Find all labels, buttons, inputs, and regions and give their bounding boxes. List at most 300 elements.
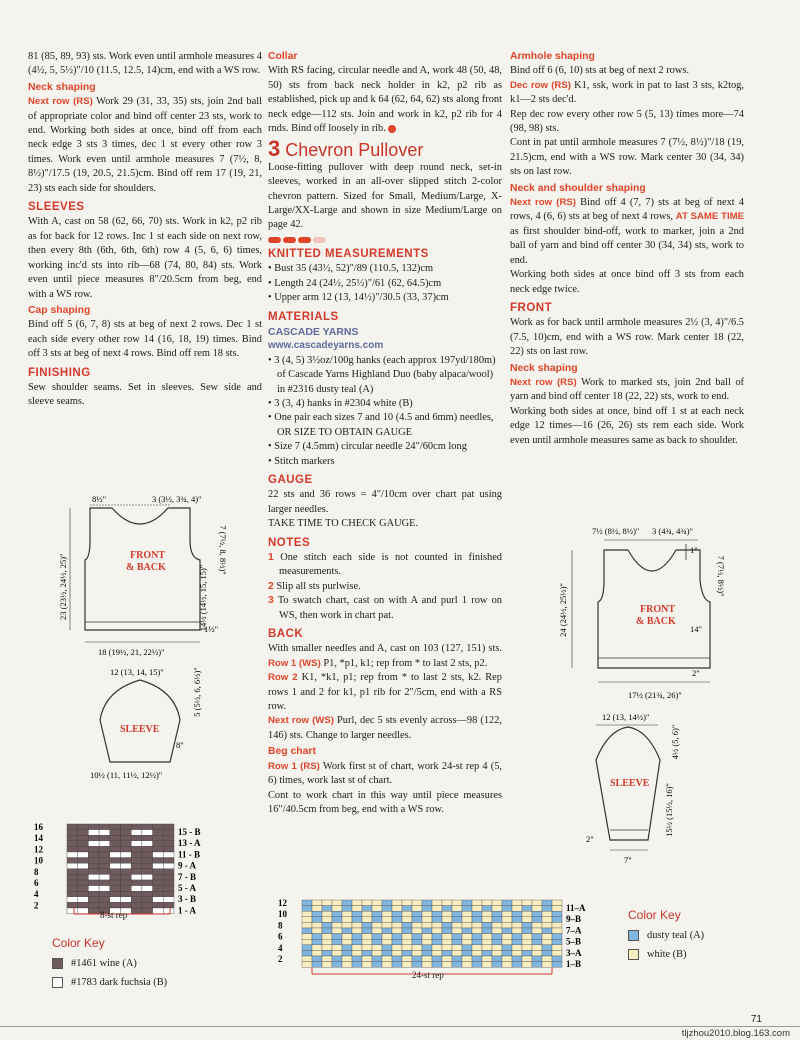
chart-cell	[502, 922, 512, 928]
chart-cell	[482, 911, 492, 917]
chart-row-label: 11–A	[566, 903, 586, 913]
front-neck-heading: Neck shaping	[510, 362, 578, 374]
chart-cell	[121, 897, 132, 903]
chart-cell	[392, 928, 402, 934]
chart-1-rep: 8-st rep	[100, 910, 128, 920]
list-item: • Length 24 (24½, 25½)"/61 (62, 64.5)cm	[268, 277, 442, 289]
sleeve-bottom: 10½ (11, 11½, 12½)"	[90, 770, 163, 780]
chart-cell	[131, 908, 142, 914]
chart-cell	[88, 869, 99, 875]
chart-cell	[342, 934, 352, 940]
chart-cell	[78, 858, 89, 864]
chart-cell	[110, 841, 121, 847]
chart-cell	[110, 891, 121, 897]
chart-cell	[153, 858, 164, 864]
chart-cell	[332, 950, 342, 956]
chart-cell	[67, 891, 78, 897]
chart-cell	[153, 852, 164, 858]
chart-cell	[482, 950, 492, 956]
chart-cell	[372, 962, 382, 968]
chart-cell	[352, 906, 362, 912]
chart-cell	[163, 830, 174, 836]
pattern-description: Loose-fitting pullover with deep round neck, set-in sleeves, worked in an all-over slipped stitch 2-color chevron pattern. Sized for Small, Medium/Large, X-Large/XX-Large and shown in size Medium/Large on page 42.	[268, 161, 502, 231]
dim-left: 24 (24½, 25½)"	[558, 583, 568, 637]
chart-cell	[512, 945, 522, 951]
chart-cell	[121, 886, 132, 892]
chart-cell	[382, 911, 392, 917]
chart-cell	[522, 962, 532, 968]
chart-cell	[542, 950, 552, 956]
chart-cell	[372, 917, 382, 923]
gauge-heading: GAUGE	[268, 473, 313, 486]
chart-cell	[312, 939, 322, 945]
chart-cell	[352, 922, 362, 928]
chart-cell	[532, 945, 542, 951]
chart-cell	[302, 950, 312, 956]
chart-cell	[422, 928, 432, 934]
chart-cell	[502, 917, 512, 923]
chart-cell	[522, 956, 532, 962]
chart-cell	[392, 939, 402, 945]
chart-cell	[392, 934, 402, 940]
chart-cell	[322, 962, 332, 968]
chart-cell	[402, 900, 412, 906]
chart-cell	[372, 945, 382, 951]
chart-cell	[110, 863, 121, 869]
chart-cell	[412, 906, 422, 912]
chart-cell	[502, 900, 512, 906]
chart-cell	[552, 956, 562, 962]
chart-cell	[131, 846, 142, 852]
chart-row-label: 6	[278, 931, 283, 942]
chart-cell	[99, 886, 110, 892]
chart-cell	[542, 900, 552, 906]
chart-cell	[163, 874, 174, 880]
front-heading: FRONT	[510, 301, 553, 314]
chart-cell	[312, 917, 322, 923]
chart-cell	[352, 934, 362, 940]
chart-cell	[542, 945, 552, 951]
chart-cell	[332, 922, 342, 928]
chart-cell	[110, 830, 121, 836]
chart-cell	[442, 939, 452, 945]
chart-cell	[412, 922, 422, 928]
chart-row-label: 14	[34, 833, 43, 844]
chart-cell	[492, 900, 502, 906]
chart-cell	[552, 928, 562, 934]
chart-cell	[362, 950, 372, 956]
chart-cell	[142, 874, 153, 880]
chart-cell	[332, 917, 342, 923]
chart-cell	[99, 874, 110, 880]
chart-cell	[67, 908, 78, 914]
chart-cell	[99, 869, 110, 875]
chart-cell	[121, 891, 132, 897]
chart-row-label: 3–A	[566, 947, 582, 958]
chart-cell	[142, 902, 153, 908]
chart-cell	[352, 962, 362, 968]
chart-cell	[78, 902, 89, 908]
chart-cell	[110, 852, 121, 858]
chart-cell	[362, 956, 372, 962]
chart-cell	[153, 824, 164, 830]
chart-cell	[462, 945, 472, 951]
chart-cell	[472, 939, 482, 945]
chart-cell	[342, 917, 352, 923]
list-item: • Upper arm 12 (13, 14½)"/30.5 (33, 37)cm	[268, 292, 449, 304]
chart-cell	[342, 922, 352, 928]
chart-cell	[88, 897, 99, 903]
chart-cell	[412, 911, 422, 917]
chart-cell	[372, 906, 382, 912]
chart-row-label: 15 - B	[178, 827, 201, 837]
chart-cell	[452, 917, 462, 923]
chart-cell	[342, 956, 352, 962]
chart-cell	[110, 835, 121, 841]
finishing-heading: FINISHING	[28, 366, 91, 379]
chart-cell	[78, 852, 89, 858]
chart-cell	[78, 908, 89, 914]
chart-cell	[131, 869, 142, 875]
white-swatch	[628, 949, 639, 960]
chart-cell	[432, 939, 442, 945]
chart-cell	[542, 911, 552, 917]
chart-cell	[78, 897, 89, 903]
chart-cell	[110, 846, 121, 852]
chart-cell	[502, 950, 512, 956]
chart-cell	[502, 939, 512, 945]
chart-cell	[422, 956, 432, 962]
chart-cell	[372, 911, 382, 917]
chart-cell	[67, 863, 78, 869]
chart-cell	[482, 962, 492, 968]
chart-cell	[131, 891, 142, 897]
chart-cell	[131, 897, 142, 903]
chart-cell	[442, 945, 452, 951]
chart-cell	[312, 906, 322, 912]
chart-cell	[302, 900, 312, 906]
chart-cell	[99, 897, 110, 903]
chart-cell	[332, 928, 342, 934]
chart-cell	[131, 824, 142, 830]
chart-cell	[372, 934, 382, 940]
chart-cell	[392, 911, 402, 917]
chart-cell	[99, 824, 110, 830]
next-row-text: Next row (WS) Purl, dec 5 sts evenly across—98 (122, 146) sts. Change to larger needles.	[268, 715, 503, 741]
chart-2-right-labels	[566, 903, 586, 969]
chart-cell	[502, 928, 512, 934]
chart-cell	[78, 841, 89, 847]
sleeve-top: 12 (13, 14, 15)"	[110, 667, 164, 677]
color-key-2	[628, 908, 704, 960]
chart-row-label: 2	[34, 900, 39, 911]
sleeve-rib: 2"	[586, 834, 594, 844]
chart-cell	[452, 928, 462, 934]
chart-cell	[332, 900, 342, 906]
chart-cell	[462, 934, 472, 940]
schematic-2	[548, 520, 768, 890]
chart-cell	[492, 962, 502, 968]
collar-heading: Collar	[268, 51, 298, 62]
chart-cell	[452, 922, 462, 928]
neck-shaping-text: Next row (RS) Work 29 (31, 33, 35) sts, join 2nd ball of appropriate color and bind off center 23 sts, work to end. Working both sides at once, bind off from each neck edge 3 sts 3 times, dec 1 st every other row 3 times. Work even until armhole measures 7 (7½, 8, 8½)"/17.5 (19, 20.5, 21.5)cm. Bind off rem 17 (19, 21, 23) sts each side for shoulders.	[28, 96, 262, 194]
chart-cell	[322, 906, 332, 912]
chart-cell	[532, 928, 542, 934]
chart-cell	[352, 945, 362, 951]
chart-cell	[142, 852, 153, 858]
yarn-url[interactable]: www.cascadeyarns.com	[268, 340, 384, 352]
chart-cell	[522, 906, 532, 912]
sleeve-length: 8"	[176, 740, 184, 750]
materials-heading: MATERIALS	[268, 310, 339, 323]
chart-cell	[302, 962, 312, 968]
chart-cell	[362, 939, 372, 945]
chart-cell	[492, 945, 502, 951]
chart-cell	[452, 945, 462, 951]
chart-cell	[402, 945, 412, 951]
chart-cell	[153, 908, 164, 914]
chart-row-label: 11 - B	[178, 849, 201, 860]
chart-cell	[88, 835, 99, 841]
chart-cell	[99, 841, 110, 847]
chart-cell	[512, 962, 522, 968]
chart-cell	[88, 858, 99, 864]
chart-cell	[392, 962, 402, 968]
dim-right-lower: 14½ (14½, 15, 15)"	[198, 564, 208, 632]
chart-cell	[552, 950, 562, 956]
chart-cell	[121, 863, 132, 869]
chart-cell	[462, 900, 472, 906]
chart-cell	[312, 945, 322, 951]
chart-cell	[512, 934, 522, 940]
chart-cell	[88, 852, 99, 858]
chart-cell	[67, 880, 78, 886]
chart-cell	[442, 950, 452, 956]
neck-shoulder-text: Next row (RS) Bind off 4 (7, 7) sts at beg of next 4 rows, 4 (6, 6) sts at beg of next 4 rows, AT SAME TIME as first shoulder bind-off, work to marker, join a 2nd ball of yarn and bind off center 30 (34, 34) sts, work to end.	[510, 197, 745, 266]
pattern-title: 3 Chevron Pullover	[268, 136, 424, 162]
chart-cell	[342, 950, 352, 956]
chart-cell	[312, 900, 322, 906]
chart-cell	[432, 945, 442, 951]
chart-cell	[372, 928, 382, 934]
chart-cell	[382, 922, 392, 928]
dim-left: 23 (23½, 24½, 25)"	[58, 553, 68, 620]
chart-cell	[432, 934, 442, 940]
measurements-list	[268, 262, 502, 305]
chart-cell	[402, 962, 412, 968]
chart-cell	[542, 939, 552, 945]
chart-cell	[552, 900, 562, 906]
back-heading: BACK	[268, 628, 304, 641]
chart-cell	[153, 863, 164, 869]
chart-cell	[462, 962, 472, 968]
chart-cell	[302, 945, 312, 951]
chart-cell	[67, 846, 78, 852]
beg-chart-heading: Beg chart	[268, 746, 316, 758]
chart-cell	[512, 906, 522, 912]
chart-cell	[462, 956, 472, 962]
chart-cell	[452, 956, 462, 962]
chart-cell	[472, 945, 482, 951]
chart-cell	[302, 922, 312, 928]
note-item: 2 Slip all sts purlwise.	[268, 580, 361, 592]
chart-cell	[402, 911, 412, 917]
key-item: #1783 dark fuchsia (B)	[52, 977, 167, 988]
chart-cell	[492, 934, 502, 940]
chart-cell	[522, 934, 532, 940]
chart-cell	[422, 962, 432, 968]
chart-cell	[442, 900, 452, 906]
chart-cell	[362, 911, 372, 917]
chart-cell	[142, 897, 153, 903]
chart-cell	[312, 956, 322, 962]
chart-cell	[362, 906, 372, 912]
chart-cell	[67, 835, 78, 841]
chart-cell	[352, 956, 362, 962]
chart-cell	[422, 945, 432, 951]
beg-chart-text-2: Cont to work chart in this way until piece measures 16"/40.5cm from beg, end with a WS row.	[268, 789, 502, 815]
chart-2	[272, 898, 612, 988]
chart-cell	[512, 911, 522, 917]
chart-cell	[392, 900, 402, 906]
chart-cell	[472, 911, 482, 917]
materials-list	[268, 354, 502, 469]
chart-cell	[432, 906, 442, 912]
chart-cell	[532, 956, 542, 962]
chart-cell	[131, 835, 142, 841]
chart-cell	[422, 906, 432, 912]
chart-cell	[372, 956, 382, 962]
dec-row-text: Dec row (RS) K1, ssk, work in pat to last 3 sts, k2tog, k1—2 sts dec'd.	[510, 79, 744, 106]
watermark: tljzhou2010.blog.163.com	[681, 1028, 790, 1039]
chart-cell	[402, 928, 412, 934]
chart-cell	[482, 900, 492, 906]
chart-cell	[352, 911, 362, 917]
chart-cell	[482, 928, 492, 934]
dim-right-lower: 14"	[690, 624, 702, 634]
chart-cell	[67, 874, 78, 880]
chart-cell	[432, 928, 442, 934]
chart-cell	[88, 880, 99, 886]
chart-cell	[312, 911, 322, 917]
chart-cell	[163, 902, 174, 908]
chart-cell	[382, 917, 392, 923]
chart-cell	[99, 835, 110, 841]
chart-cell	[382, 900, 392, 906]
chart-cell	[163, 869, 174, 875]
chart-row-label: 9–B	[566, 914, 582, 925]
chart-cell	[67, 858, 78, 864]
chart-cell	[153, 874, 164, 880]
chart-cell	[522, 911, 532, 917]
chart-cell	[88, 830, 99, 836]
chart-cell	[67, 902, 78, 908]
chart-cell	[462, 922, 472, 928]
chart-cell	[432, 917, 442, 923]
chart-cell	[522, 917, 532, 923]
chart-cell	[482, 922, 492, 928]
chart-cell	[163, 863, 174, 869]
chart-cell	[163, 824, 174, 830]
chart-cell	[153, 886, 164, 892]
chart-cell	[552, 911, 562, 917]
armhole-text: Bind off 6 (6, 10) sts at beg of next 2 rows.	[510, 65, 690, 77]
chart-cell	[532, 934, 542, 940]
chart-cell	[110, 897, 121, 903]
chart-cell	[322, 917, 332, 923]
chart-cell	[472, 900, 482, 906]
chart-cell	[142, 846, 153, 852]
cap-shaping-text: Bind off 5 (6, 7, 8) sts at beg of next 2 rows. Dec 1 st each side every other row 14 (16, 18, 19) times. Bind off 3 sts at beg of next 4 rows. Bind off rem 18 sts.	[28, 319, 262, 360]
chart-cell	[432, 911, 442, 917]
chart-cell	[382, 962, 392, 968]
chart-cell	[131, 852, 142, 858]
chart-cell	[332, 956, 342, 962]
chart-cell	[142, 858, 153, 864]
chart-cell	[342, 945, 352, 951]
chart-cell	[302, 911, 312, 917]
chart-cell	[452, 962, 462, 968]
chart-cell	[78, 891, 89, 897]
chart-cell	[88, 891, 99, 897]
chart-cell	[121, 852, 132, 858]
chart-cell	[552, 962, 562, 968]
chart-cell	[342, 906, 352, 912]
chart-cell	[422, 911, 432, 917]
sleeve-outline	[100, 680, 180, 762]
teal-swatch	[628, 930, 639, 941]
chart-cell	[342, 928, 352, 934]
list-item: • One pair each sizes 7 and 10 (4.5 and 6mm) needles, OR SIZE TO OBTAIN GAUGE	[268, 412, 494, 438]
chart-cell	[153, 880, 164, 886]
beg-chart-text: Row 1 (RS) Work first st of chart, work 24-st rep 4 (5, 6) times, work last st of chart.	[268, 760, 502, 787]
chart-cell	[352, 928, 362, 934]
chart-cell	[392, 922, 402, 928]
chart-cell	[362, 928, 372, 934]
chart-row-label: 1 - A	[178, 905, 196, 916]
chart-cell	[322, 939, 332, 945]
color-key-title: Color Key	[628, 908, 681, 922]
chart-cell	[88, 886, 99, 892]
chart-cell	[462, 928, 472, 934]
chart-cell	[382, 934, 392, 940]
rep-dec-text: Rep dec row every other row 5 (5, 13) times more—74 (98, 98) sts.	[510, 108, 744, 135]
chart-row-label: 3 - B	[178, 894, 196, 905]
chart-cell	[432, 956, 442, 962]
chart-cell	[131, 880, 142, 886]
chart-cell	[402, 906, 412, 912]
chart-cell	[131, 863, 142, 869]
chart-cell	[121, 902, 132, 908]
chart-cell	[542, 906, 552, 912]
neck-shoulder-text-2: Working both sides at once bind off 3 sts from each neck edge twice.	[510, 269, 744, 295]
skill-level-icon	[268, 237, 502, 243]
chart-cell	[332, 962, 342, 968]
dim-top-right: 3 (4¾, 4¾)"	[652, 526, 694, 536]
row-label: Next row (RS)	[28, 96, 93, 108]
chart-cell	[342, 900, 352, 906]
chart-cell	[322, 934, 332, 940]
chart-cell	[121, 830, 132, 836]
sleeve-left: 15½ (15½, 16)"	[664, 783, 674, 837]
chart-cell	[402, 922, 412, 928]
sleeves-heading: SLEEVES	[28, 201, 85, 214]
chart-cell	[121, 835, 132, 841]
list-item: • Bust 35 (43½, 52)"/89 (110.5, 132)cm	[268, 263, 434, 275]
chart-cell	[332, 945, 342, 951]
chart-cell	[78, 846, 89, 852]
chart-cell	[432, 962, 442, 968]
